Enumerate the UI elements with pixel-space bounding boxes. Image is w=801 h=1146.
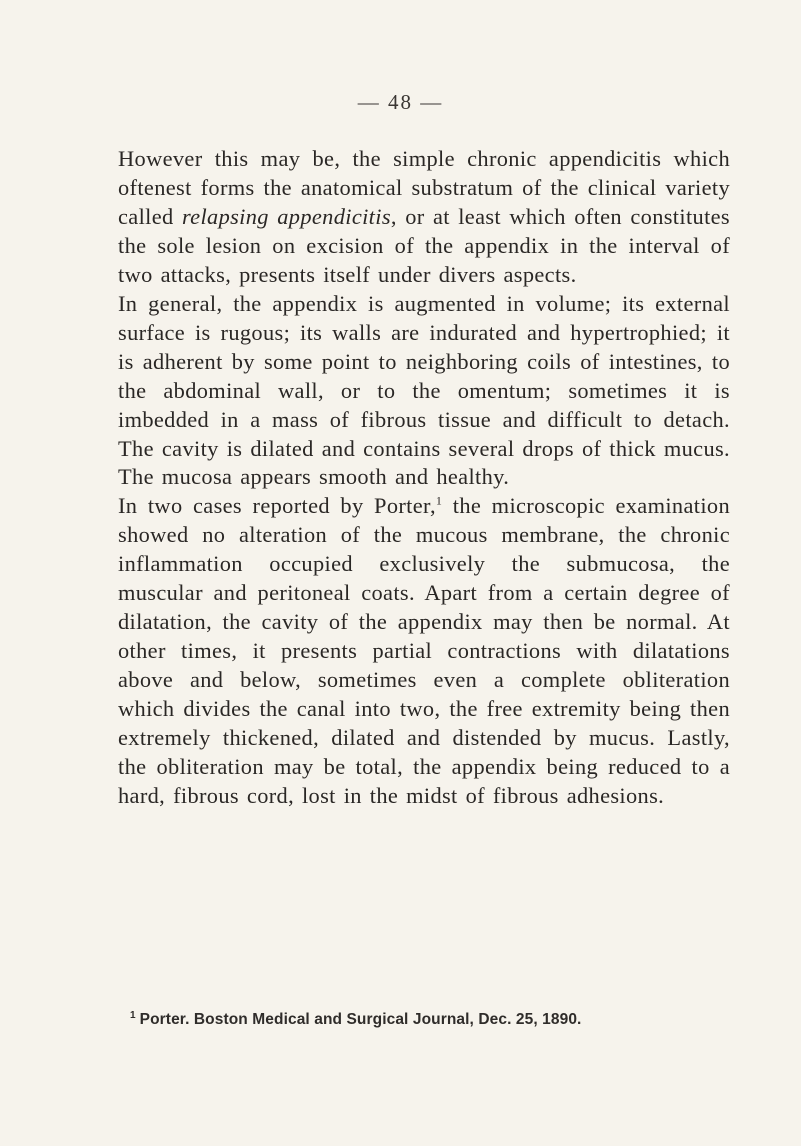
- paragraph-1-text-end: , or at least which often constitutes the sole lesion on excision of the appendix in the interval of two attacks, presents itself under divers aspects.: [118, 203, 730, 287]
- paragraph-1-text: However this may be, the simple chronic appendicitis which oftenest forms the anatomical substratum of the clinical variety called: [118, 146, 730, 229]
- body-text: [118, 145, 730, 811]
- paragraph-3-text-end: the microscopic examination showed no alteration of the mucous membrane, the chronic inflammation occupied exclusively the submucosa, the muscular and peritoneal coats. Apart from a certain degree of dilatation, the cavity of the appendix may then be normal. At other times, it presents partial contractions with dilatations above and below, sometimes even a complete obliteration which divides the canal into two, the free extremity being then extremely thickened, dilated and distended by mucus. Lastly, the obliteration may be total, the appendix being reduced to a hard, fibrous cord, lost in the midst of fibrous adhesions.: [118, 493, 730, 808]
- paragraph-2: In general, the appendix is augmented in volume; its external surface is rugous; its walls are indurated and hypertrophied; it is adherent by some point to neighboring coils of intestines, to the abdominal wall, or to the omentum; sometimes it is imbedded in a mass of fibrous tissue and difficult to detach. The cavity is dilated and contains several drops of thick mucus. The mucosa appears smooth and healthy.: [118, 290, 730, 490]
- footnote-mark: 1: [130, 1009, 136, 1021]
- paragraph-3: [118, 492, 730, 810]
- footnote: [130, 1011, 730, 1029]
- footnote-reference: 1: [435, 493, 443, 508]
- paragraph-1: [118, 145, 730, 290]
- paragraph-1-emphasis: relapsing appendicitis: [181, 203, 391, 229]
- page-number: — 48 —: [357, 90, 444, 114]
- footnote-text: Porter. Boston Medical and Surgical Journal, Dec. 25, 1890.: [139, 1011, 582, 1028]
- paragraph-3-text: In two cases reported by Porter,: [118, 493, 436, 519]
